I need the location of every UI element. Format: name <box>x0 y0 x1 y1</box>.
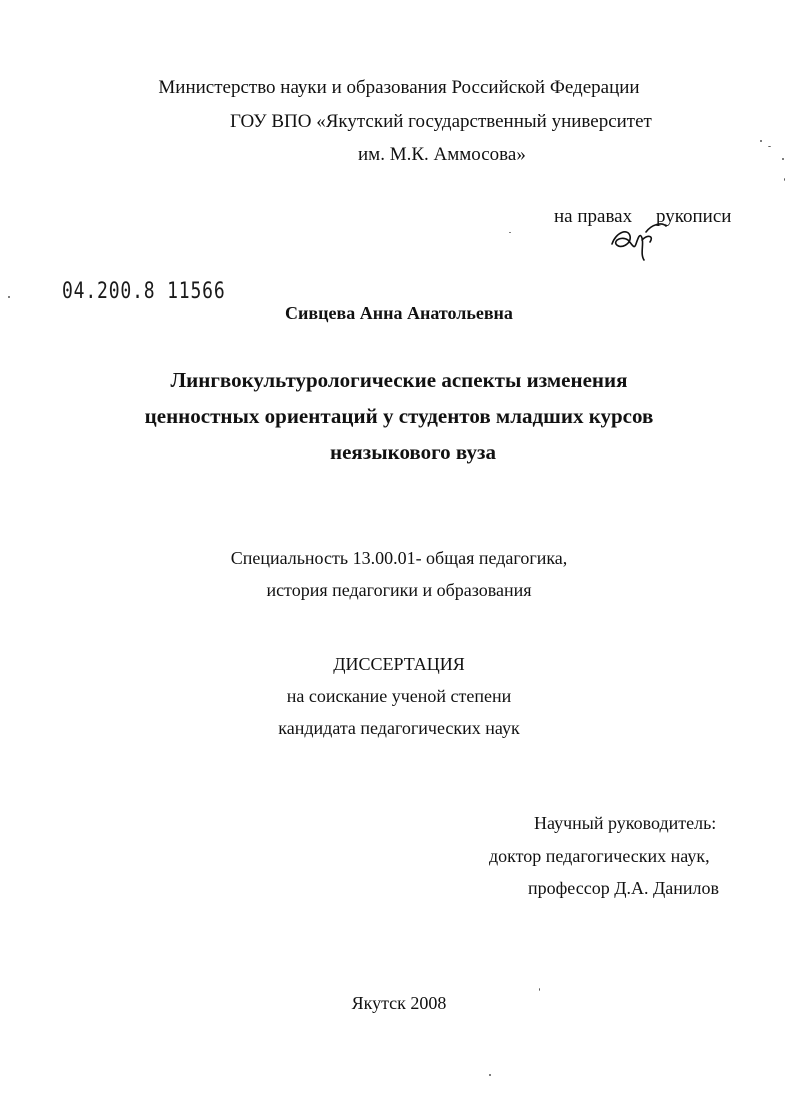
manuscript-note-right: рукописи <box>656 206 732 227</box>
handwritten-signature-icon <box>606 214 670 264</box>
title-line-3: неязыкового вуза <box>330 440 496 464</box>
title-line-1: Лингвокультурологические аспекты изменения <box>170 368 628 392</box>
scan-speck <box>782 158 784 160</box>
author-name: Сивцева Анна Анатольевна <box>285 303 513 323</box>
scan-speck <box>768 146 771 147</box>
ministry-line: Министерство науки и образования Российской Федерации <box>158 77 640 98</box>
degree-type: ДИССЕРТАЦИЯ <box>333 654 465 674</box>
scan-speck <box>489 1074 491 1076</box>
manuscript-note-left: на правах <box>554 206 633 227</box>
university-line-1: ГОУ ВПО «Якутский государственный университет <box>230 111 652 132</box>
specialty-line-2: история педагогики и образования <box>266 580 532 600</box>
specialty-line-1: Специальность 13.00.01- общая педагогика, <box>230 548 568 568</box>
degree-line-2: кандидата педагогических наук <box>278 718 520 738</box>
supervisor-label: Научный руководитель: <box>534 813 717 833</box>
city-year: Якутск 2008 <box>351 993 447 1013</box>
university-line-2: им. М.К. Аммосова» <box>358 144 526 165</box>
scan-speck <box>509 232 511 233</box>
supervisor-name: профессор Д.А. Данилов <box>528 878 720 898</box>
archive-stamp: 04.200.8 11566 <box>62 279 226 304</box>
scan-speck <box>760 140 762 142</box>
supervisor-degree: доктор педагогических наук, <box>489 846 710 866</box>
degree-line-1: на соискание ученой степени <box>286 686 512 706</box>
scan-speck <box>8 296 10 298</box>
scan-speck <box>539 988 540 991</box>
title-line-2: ценностных ориентаций у студентов младших курсов <box>144 404 654 428</box>
scan-speck <box>784 178 785 181</box>
